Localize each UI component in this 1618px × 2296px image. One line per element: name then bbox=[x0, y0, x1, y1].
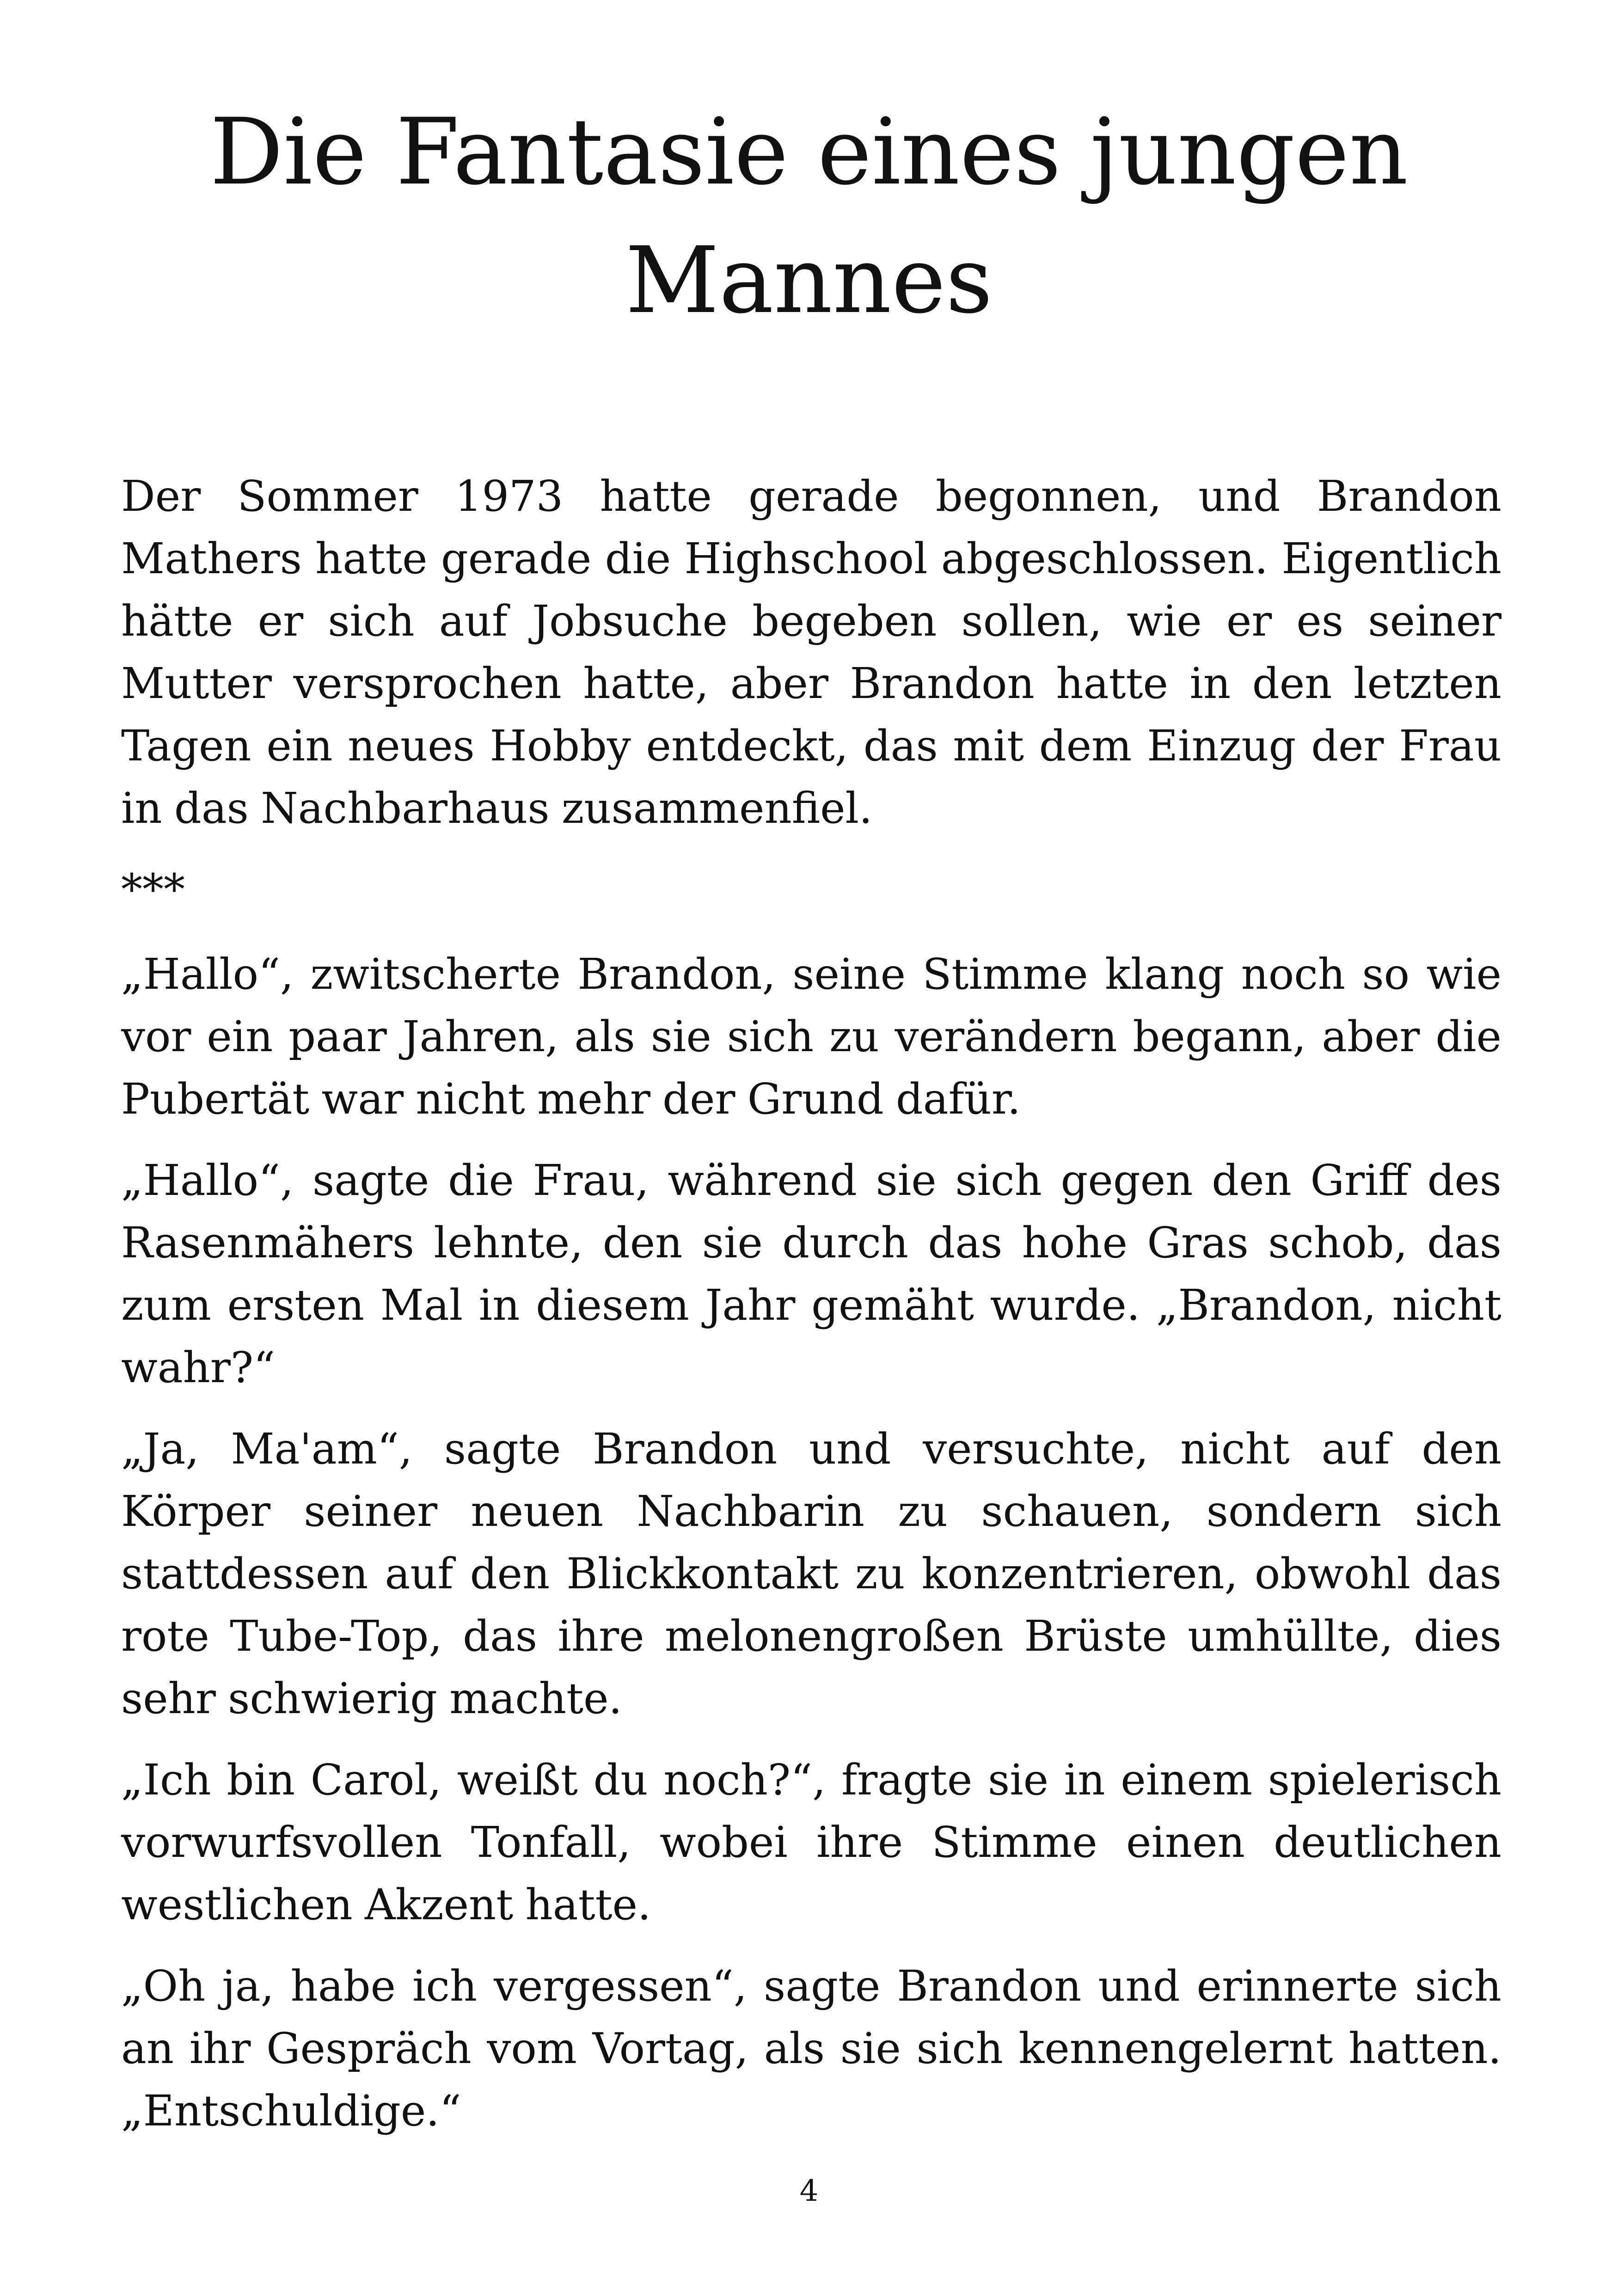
paragraph-4: „Ja, Ma'am“, sagte Brandon und versuchte, nicht auf den Körper seiner neuen Nachbarin zu schauen, sondern sich stattdessen auf den Blickkontakt zu konzentrieren, obwohl das rote Tube-Top, das ihre melonengroßen Brüste umhüllte, dies sehr schwierig machte. bbox=[121, 1424, 1502, 1723]
title-line-1: Die Fantasie eines jungen bbox=[210, 98, 1408, 205]
body-text bbox=[121, 465, 1502, 2161]
paragraph-6: „Oh ja, habe ich vergessen“, sagte Brandon und erinnerte sich an ihr Gespräch vom Vortag, als sie sich kennengelernt hatten. „Entschuldige.“ bbox=[121, 1961, 1502, 2136]
page-title bbox=[0, 88, 1618, 345]
paragraph-2: „Hallo“, zwitscherte Brandon, seine Stimme klang noch so wie vor ein paar Jahren, als sie sich zu verändern begann, aber die Pubertät war nicht mehr der Grund dafür. bbox=[121, 949, 1502, 1124]
paragraph-5: „Ich bin Carol, weißt du noch?“, fragte sie in einem spielerisch vorwurfsvollen Tonfall, wobei ihre Stimme einen deutlichen westlichen Akzent hatte. bbox=[121, 1755, 1502, 1929]
paragraph-1: Der Sommer 1973 hatte gerade begonnen, und Brandon Mathers hatte gerade die Highschool abgeschlossen. Eigentlich hätte er sich auf Jobsuche begeben sollen, wie er es seiner Mutter versprochen hatte, aber Brandon hatte in den letzten Tagen ein neues Hobby entdeckt, das mit dem Einzug der Frau in das Nachbarhaus zusammenfiel. bbox=[121, 471, 1502, 833]
paragraph-3: „Hallo“, sagte die Frau, während sie sich gegen den Griff des Rasenmähers lehnte, den sie durch das hohe Gras schob, das zum ersten Mal in diesem Jahr gemäht wurde. „Brandon, nicht wahr?“ bbox=[121, 1156, 1502, 1392]
page-number: 4 bbox=[799, 2174, 819, 2208]
scene-separator: *** bbox=[121, 865, 185, 914]
title-line-2: Mannes bbox=[625, 227, 993, 334]
